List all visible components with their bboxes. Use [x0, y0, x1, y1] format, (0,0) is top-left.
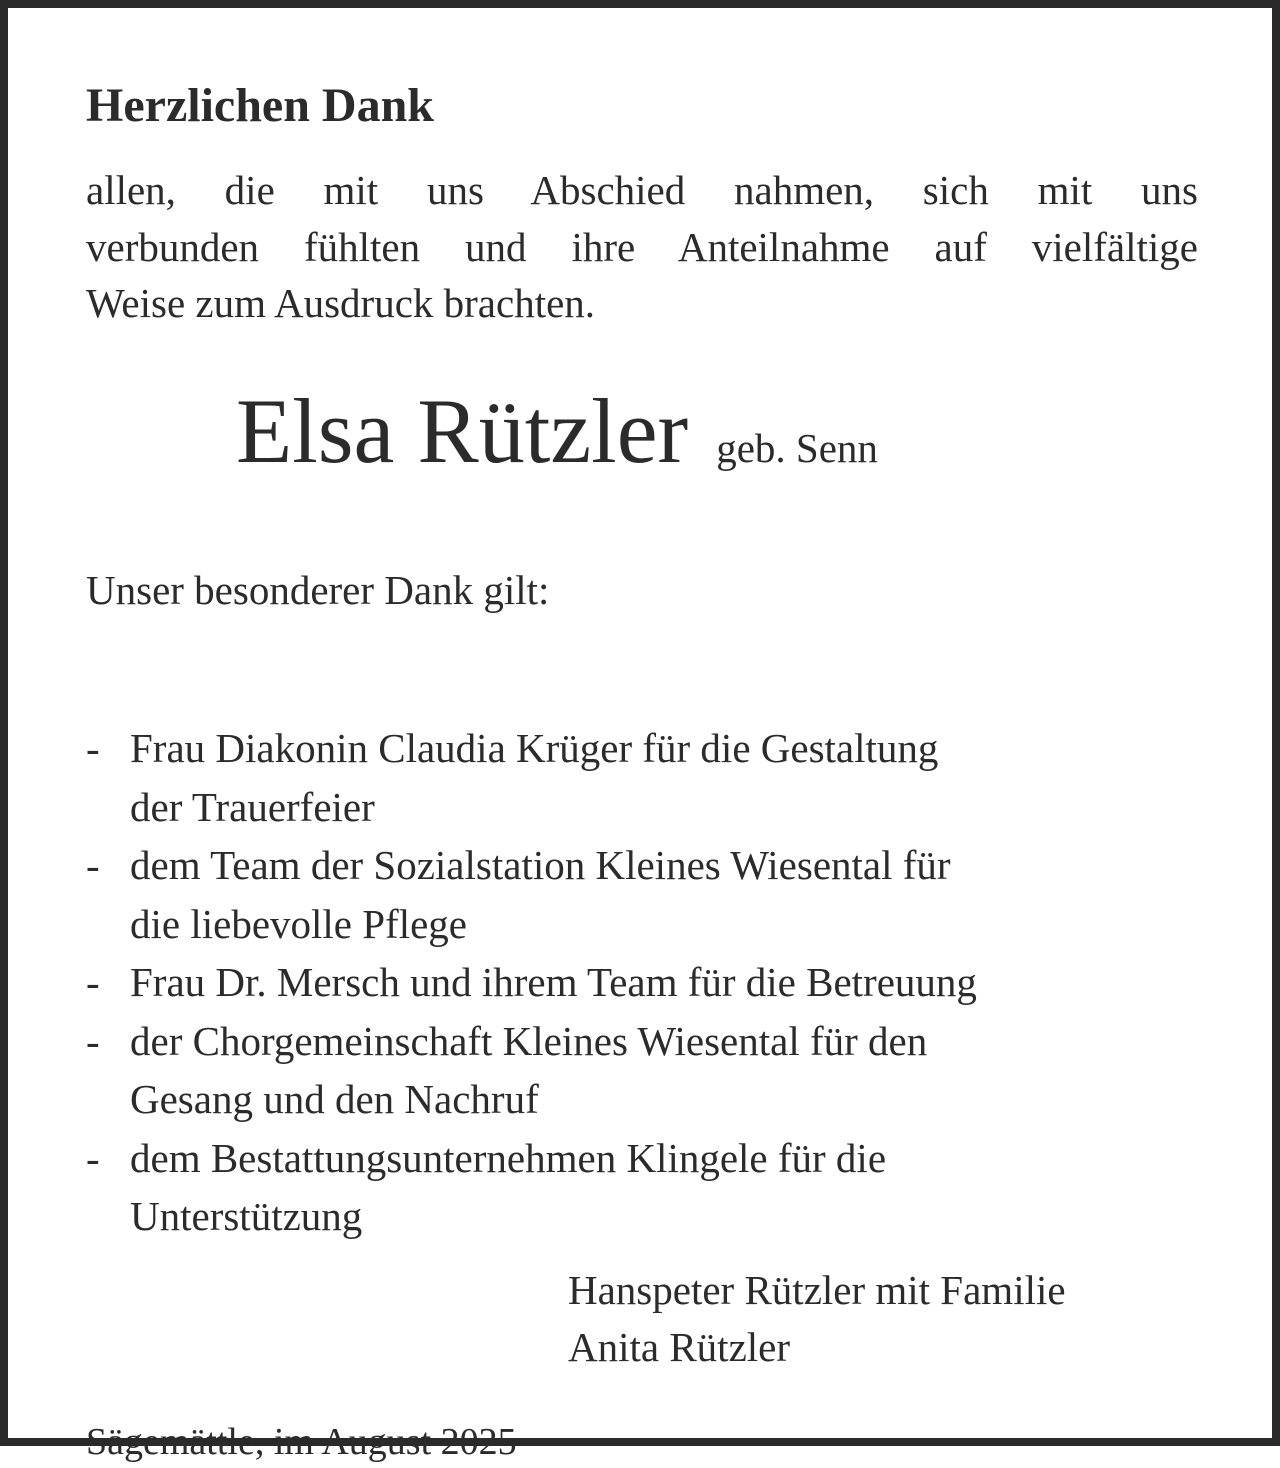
list-item-line: Unterstützung	[130, 1193, 363, 1239]
signature-line: Hanspeter Rützler mit Familie	[568, 1267, 1066, 1313]
intro-text	[86, 162, 1198, 332]
list-item-line: der Trauerfeier	[130, 783, 375, 830]
list-item	[86, 836, 1198, 953]
list-item	[86, 1129, 1198, 1246]
signatures	[568, 1262, 1066, 1376]
deceased-name-row	[236, 376, 878, 486]
maiden-name: geb. Senn	[716, 425, 878, 471]
signature-line: Anita Rützler	[568, 1324, 791, 1370]
intro-line: Weise zum Ausdruck brachten.	[86, 280, 596, 326]
list-dash: -	[86, 725, 100, 771]
list-item	[86, 953, 1198, 1012]
list-dash: -	[86, 1017, 100, 1064]
list-item-line: dem Team der Sozialstation Kleines Wiesental für	[130, 842, 951, 888]
headline: Herzlichen Dank	[86, 79, 434, 132]
thanks-title: Unser besonderer Dank gilt:	[86, 567, 550, 613]
thank-you-notice	[86, 78, 1198, 1463]
list-item	[86, 1012, 1198, 1129]
thanks-list	[86, 719, 1198, 1246]
list-item-line: der Chorgemeinschaft Kleines Wiesental für den	[130, 1017, 928, 1064]
list-dash: -	[86, 842, 100, 888]
intro-line: verbunden fühlten und ihre Anteilnahme auf vielfältige	[86, 223, 1198, 270]
list-item	[86, 719, 1198, 836]
list-item-line: dem Bestattungsunternehmen Klingele für die	[130, 1134, 887, 1181]
list-dash: -	[86, 959, 100, 1005]
list-item-line: die liebevolle Pflege	[130, 900, 467, 947]
list-item-line: Gesang und den Nachruf	[130, 1076, 539, 1122]
intro-line: allen, die mit uns Abschied nahmen, sich mit uns	[86, 167, 1198, 213]
deceased-name: Elsa Rützler	[236, 380, 689, 482]
list-item-line: Frau Dr. Mersch und ihrem Team für die Betreuung	[130, 959, 977, 1005]
list-dash: -	[86, 1134, 100, 1181]
place-date: Sägemättle, im August 2025	[86, 1421, 517, 1463]
list-item-line: Frau Diakonin Claudia Krüger für die Gestaltung	[130, 725, 939, 771]
